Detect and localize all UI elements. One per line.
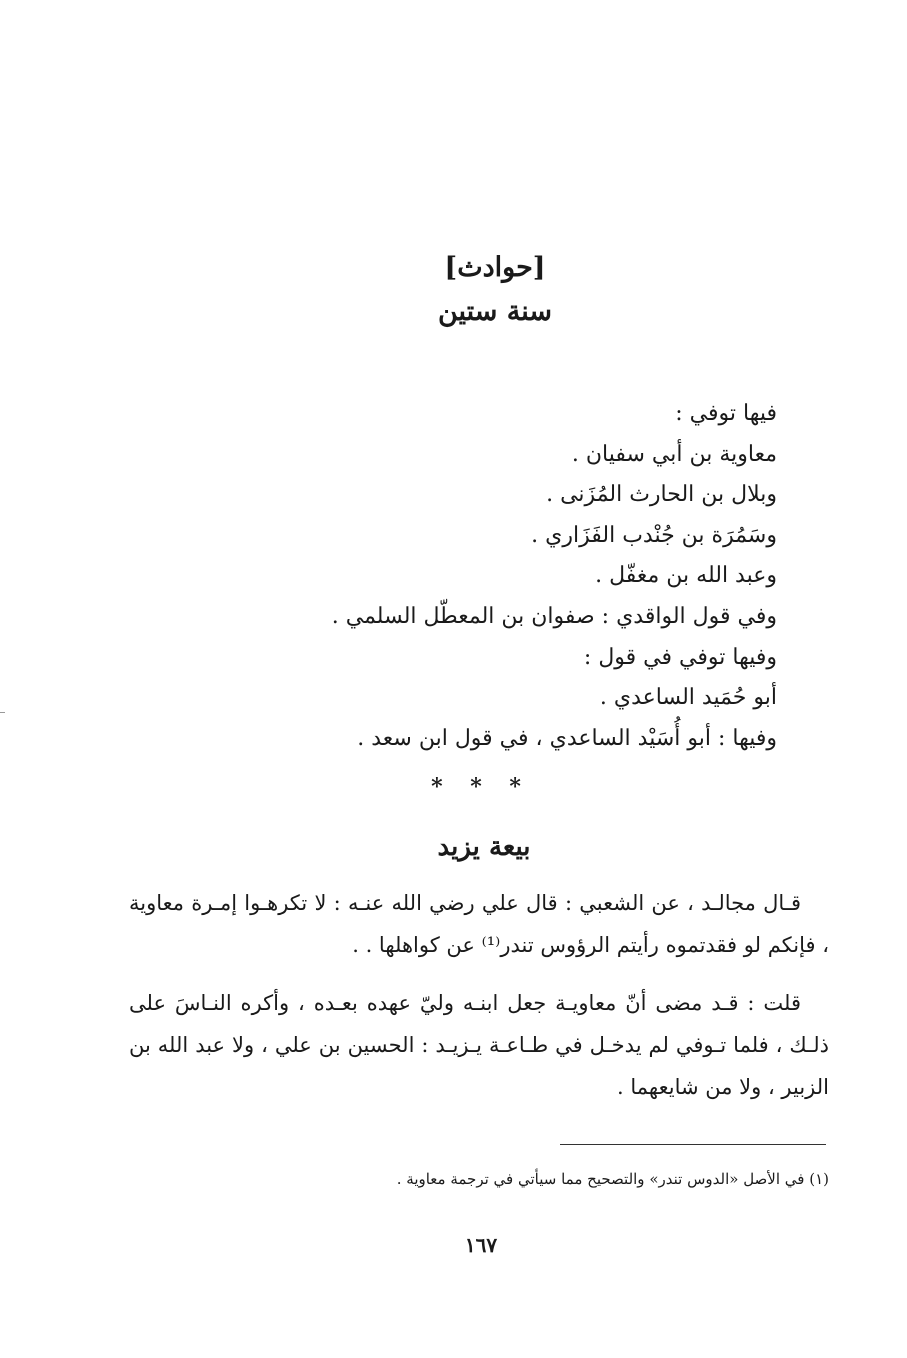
section-heading-events: [حوادث]: [444, 252, 546, 283]
list-item: معاوية بن أبي سفيان .: [571, 441, 777, 467]
list-item: فيها توفي :: [675, 401, 777, 426]
list-item: وفيها توفي في قول :: [583, 644, 777, 670]
section-heading-year: سنة ستين: [437, 296, 553, 327]
list-item: وفي قول الواقدي : صفوان بن المعطّل السلمي .: [331, 603, 777, 629]
page-number: ١٦٧: [464, 1233, 498, 1257]
margin-mark: [0, 712, 5, 713]
paragraph-author-note: قلت : قـد مضى أنّ معاويـة جعل ابنـه وليّ عهده بعـده ، وأكره النـاسَ على ذلـك ، فلما تـوفي لم يدخـل في طـاعـة يـزيـد : الحسين بن علي ، ولا عبد الله بن الزبير ، ولا من شايعهما .: [129, 991, 829, 1099]
section-separator: * * *: [431, 774, 531, 800]
list-item: وعبد الله بن مغفّل .: [595, 563, 777, 589]
list-item: أبو حُمَيد الساعدي .: [599, 685, 777, 711]
section-title-yazid-allegiance: بيعة يزيد: [437, 832, 531, 862]
paragraph-shabi-quote: قـال مجالـد ، عن الشعبي : قال علي رضي الله عنـه : لا تكرهـوا إمـرة معاوية ، فإنكم لو فقدتموه رأيتم الرؤوس تندر⁽¹⁾ عن كواهلها . .: [129, 891, 829, 957]
list-item: وفيها : أبو أُسَيْد الساعدي ، في قول ابن سعد .: [357, 725, 777, 751]
footnote-divider: [560, 1144, 826, 1145]
list-item: وسَمُرَة بن جُنْدب الفَزَاري .: [531, 522, 777, 548]
list-item: وبلال بن الحارث المُزَنى .: [546, 482, 777, 508]
deaths-list: [157, 394, 777, 759]
footnote: (١) في الأصل «الدوس تندر» والتصحيح مما سيأتي في ترجمة معاوية .: [396, 1170, 829, 1188]
